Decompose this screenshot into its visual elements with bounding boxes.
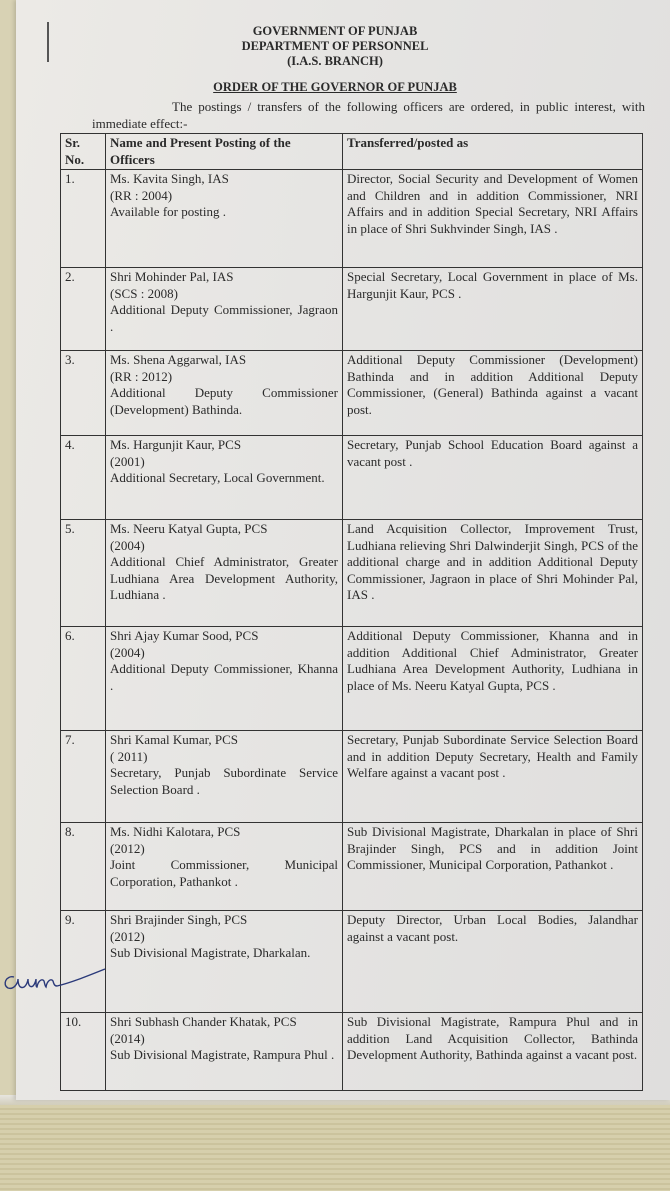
row-officer — [106, 911, 343, 1013]
row-transferred-as: Secretary, Punjab Subordinate Service Selection Board and in addition Deputy Secretary, Health and Family Welfare against a vacant post . — [343, 731, 643, 823]
officer-service-batch: (2012) — [110, 840, 145, 856]
table-row — [61, 436, 643, 520]
officer-service-batch: (SCS : 2008) — [110, 285, 178, 301]
officer-service-batch: (2014) — [110, 1030, 145, 1046]
officer-name: Shri Brajinder Singh, PCS — [110, 912, 248, 927]
officer-service-batch: ( 2011) — [110, 748, 148, 764]
handwritten-signature — [0, 955, 110, 1000]
officer-present-posting: Joint Commissioner, Municipal Corporation, Pathankot . — [110, 857, 338, 889]
row-sr-no: 4. — [61, 436, 106, 520]
officer-present-posting: Additional Chief Administrator, Greater Ludhiana Area Development Authority, Ludhiana . — [110, 554, 338, 602]
desk-surface — [0, 1105, 670, 1191]
table-row — [61, 911, 643, 1013]
row-officer — [106, 520, 343, 627]
officer-name: Ms. Kavita Singh, IAS — [110, 171, 229, 186]
officer-present-posting: Additional Deputy Commissioner, Khanna . — [110, 661, 338, 693]
row-officer — [106, 170, 343, 268]
header-branch: (I.A.S. BRANCH) — [287, 54, 383, 68]
row-sr-no: 7. — [61, 731, 106, 823]
order-title: ORDER OF THE GOVERNOR OF PUNJAB — [213, 80, 457, 94]
row-sr-no: 5. — [61, 520, 106, 627]
row-officer — [106, 268, 343, 351]
officer-service-batch: (2004) — [110, 537, 145, 553]
row-sr-no: 6. — [61, 627, 106, 731]
row-transferred-as: Sub Divisional Magistrate, Dharkalan in place of Shri Brajinder Singh, PCS and in addition Joint Commissioner, Municipal Corporation, Pathankot . — [343, 823, 643, 911]
officer-service-batch: (RR : 2004) — [110, 187, 173, 203]
officer-service-batch: (2012) — [110, 928, 145, 944]
postings-table — [60, 133, 643, 1091]
row-sr-no: 3. — [61, 351, 106, 436]
row-sr-no: 9. — [61, 911, 106, 1013]
table-row — [61, 1013, 643, 1091]
row-sr-no: 10. — [61, 1013, 106, 1091]
officer-present-posting: Sub Divisional Magistrate, Dharkalan. — [110, 945, 311, 960]
row-transferred-as: Additional Deputy Commissioner (Development) Bathinda and in addition Additional Deputy Commissioner, (General) Bathinda against a vacant post. — [343, 351, 643, 436]
row-officer — [106, 436, 343, 520]
row-transferred-as: Deputy Director, Urban Local Bodies, Jalandhar against a vacant post. — [343, 911, 643, 1013]
table-row — [61, 268, 643, 351]
officer-name: Ms. Neeru Katyal Gupta, PCS — [110, 521, 268, 536]
officer-name: Ms. Nidhi Kalotara, PCS — [110, 824, 241, 839]
table-header-row — [61, 134, 643, 170]
officer-service-batch: (RR : 2012) — [110, 368, 173, 384]
header-name: Name and Present Posting of the Officers — [106, 134, 343, 170]
officer-present-posting: Additional Secretary, Local Government. — [110, 470, 325, 485]
officer-service-batch: (2001) — [110, 453, 145, 469]
row-officer — [106, 627, 343, 731]
officer-present-posting: Additional Deputy Commissioner, Jagraon . — [110, 302, 338, 334]
row-transferred-as: Land Acquisition Collector, Improvement Trust, Ludhiana relieving Shri Dalwinderjit Singh, PCS of the additional charge and in addition Additional Deputy Commissioner, Jagraon in place of Shri Mohinder Pal, IAS . — [343, 520, 643, 627]
table-row — [61, 170, 643, 268]
row-sr-no: 1. — [61, 170, 106, 268]
officer-present-posting: Secretary, Punjab Subordinate Service Selection Board . — [110, 765, 338, 797]
officer-name: Shri Mohinder Pal, IAS — [110, 269, 234, 284]
row-sr-no: 2. — [61, 268, 106, 351]
order-intro: The postings / transfers of the following officers are ordered, in public interest, with immediate effect:- — [92, 99, 645, 131]
row-sr-no: 8. — [61, 823, 106, 911]
row-officer — [106, 351, 343, 436]
row-officer — [106, 731, 343, 823]
row-transferred-as: Sub Divisional Magistrate, Rampura Phul and in addition Land Acquisition Collector, Bathinda Development Authority, Bathinda against a vacant post. — [343, 1013, 643, 1091]
row-officer — [106, 1013, 343, 1091]
officer-name: Shri Kamal Kumar, PCS — [110, 732, 239, 747]
officer-present-posting: Sub Divisional Magistrate, Rampura Phul . — [110, 1047, 335, 1062]
officer-present-posting: Available for posting . — [110, 204, 227, 219]
table-row — [61, 351, 643, 436]
header-department: DEPARTMENT OF PERSONNEL — [241, 39, 429, 53]
table-row — [61, 627, 643, 731]
officer-present-posting: Additional Deputy Commissioner (Development) Bathinda. — [110, 385, 338, 417]
row-transferred-as: Special Secretary, Local Government in place of Ms. Hargunjit Kaur, PCS . — [343, 268, 643, 351]
officer-name: Ms. Shena Aggarwal, IAS — [110, 352, 247, 367]
row-officer — [106, 823, 343, 911]
row-transferred-as: Director, Social Security and Development of Women and Children and in addition Commissioner, NRI Affairs and in addition Special Secretary, NRI Affairs in place of Shri Sukhvinder Singh, IAS . — [343, 170, 643, 268]
officer-service-batch: (2004) — [110, 644, 145, 660]
row-transferred-as: Secretary, Punjab School Education Board against a vacant post . — [343, 436, 643, 520]
header-transfer: Transferred/posted as — [343, 134, 643, 170]
header-sr-no: Sr. No. — [61, 134, 106, 170]
row-transferred-as: Additional Deputy Commissioner, Khanna and in addition Additional Chief Administrator, Greater Ludhiana Area Development Authority, Ludhiana in place of Ms. Neeru Katyal Gupta, PCS . — [343, 627, 643, 731]
officer-name: Shri Subhash Chander Khatak, PCS — [110, 1014, 297, 1029]
table-row — [61, 520, 643, 627]
table-row — [61, 731, 643, 823]
officer-name: Ms. Hargunjit Kaur, PCS — [110, 437, 242, 452]
officer-name: Shri Ajay Kumar Sood, PCS — [110, 628, 259, 643]
header-government: GOVERNMENT OF PUNJAB — [252, 24, 418, 38]
table-row — [61, 823, 643, 911]
